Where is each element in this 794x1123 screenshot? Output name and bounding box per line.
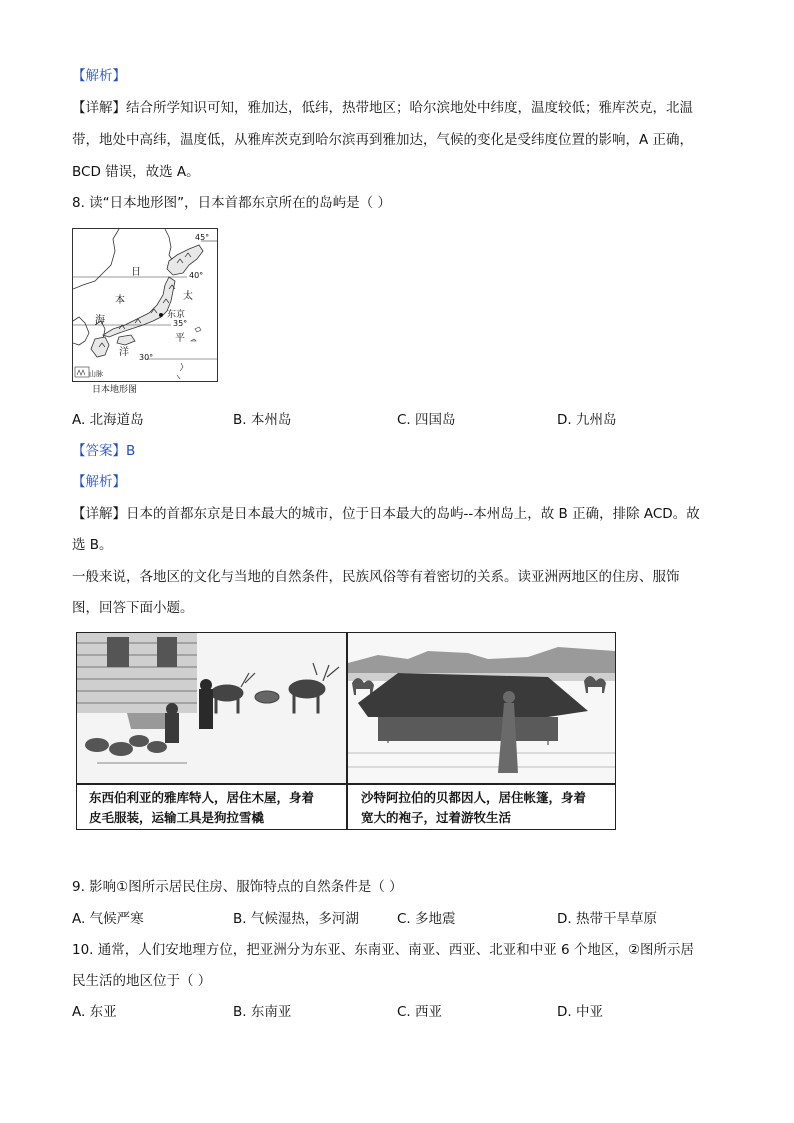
map-label-hai: 海: [95, 315, 105, 326]
culture-photos-figure: [76, 632, 616, 830]
left-caption-line1: 东西伯利亚的雅库特人，居住木屋，身着: [89, 790, 315, 805]
map-legend-mountain: 山脉: [89, 370, 103, 378]
map-lat-45: 45°: [195, 233, 210, 242]
map-label-ping: 平: [175, 333, 185, 344]
question-stem-10: 10. 通常，人们安地理方位，把亚洲分为东亚、东南亚、南亚、西亚、北亚和中亚 6 个地区，②图所示居: [72, 942, 695, 958]
option-a: A. 气候严寒: [72, 911, 144, 927]
option-b: B. 本州岛: [233, 412, 292, 428]
map-caption: 日本地形图: [92, 385, 138, 395]
analysis-label: 【解析】: [72, 474, 126, 490]
map-lat-30: 30°: [139, 353, 154, 362]
detail-text: 【详解】结合所学知识可知，雅加达，低纬，热带地区；哈尔滨地处中纬度，温度较低；雅库茨克，北温: [72, 100, 693, 116]
map-lat-40: 40°: [189, 271, 204, 280]
option-a: A. 东亚: [72, 1004, 117, 1020]
answer-line: [72, 441, 135, 461]
map-label-yang: 洋: [119, 347, 129, 358]
map-label-tai: 太: [183, 291, 193, 302]
detail-text: BCD 错误，故选 A。: [72, 164, 200, 180]
japan-terrain-map: [72, 228, 218, 382]
yakut-photo: [77, 633, 346, 783]
detail-text: 带，地处中高纬，温度低，从雅库茨克到哈尔滨再到雅加达，气候的变化是受纬度位置的影响，A 正确，: [72, 132, 694, 148]
analysis-label: 【解析】: [72, 68, 126, 84]
detail-text: 【详解】日本的首都东京是日本最大的城市，位于日本最大的岛屿--本州岛上，故 B 正确，排除 ACD。故: [72, 506, 700, 522]
intro-text: 一般来说，各地区的文化与当地的自然条件，民族风俗等有着密切的关系。读亚洲两地区的住房、服饰: [72, 569, 680, 585]
option-c: C. 西亚: [397, 1004, 443, 1020]
answer-label: 【答案】B: [72, 443, 136, 459]
option-d: D. 中亚: [557, 1004, 603, 1020]
option-c: C. 四国岛: [397, 412, 456, 428]
map-label-ri: 日: [131, 267, 141, 278]
option-b: B. 气候湿热，多河湖: [233, 911, 359, 927]
map-label-tokyo: 东京: [167, 310, 186, 320]
bedouin-photo: [348, 633, 615, 783]
question-stem-8: 8. 读“日本地形图”，日本首都东京所在的岛屿是（ ）: [72, 195, 391, 211]
option-d: D. 热带干旱草原: [557, 911, 657, 927]
detail-text: 选 B。: [72, 537, 113, 553]
option-d: D. 九州岛: [557, 412, 617, 428]
question-stem-9: 9. 影响①图所示居民住房、服饰特点的自然条件是（ ）: [72, 879, 403, 895]
right-caption-line2: 宽大的袍子，过着游牧生活: [361, 810, 512, 825]
right-caption-line1: 沙特阿拉伯的贝都因人，居住帐篷，身着: [361, 790, 587, 805]
option-a: A. 北海道岛: [72, 412, 144, 428]
left-caption-line2: 皮毛服装，运输工具是狗拉雪橇: [89, 810, 265, 825]
map-lat-35: 35°: [173, 319, 188, 328]
caption-divider: [77, 783, 615, 785]
map-label-ben: 本: [115, 295, 125, 306]
question-stem-10-cont: 民生活的地区位于（ ）: [72, 973, 212, 989]
intro-text: 图，回答下面小题。: [72, 600, 194, 616]
option-b: B. 东南亚: [233, 1004, 292, 1020]
option-c: C. 多地震: [397, 911, 456, 927]
